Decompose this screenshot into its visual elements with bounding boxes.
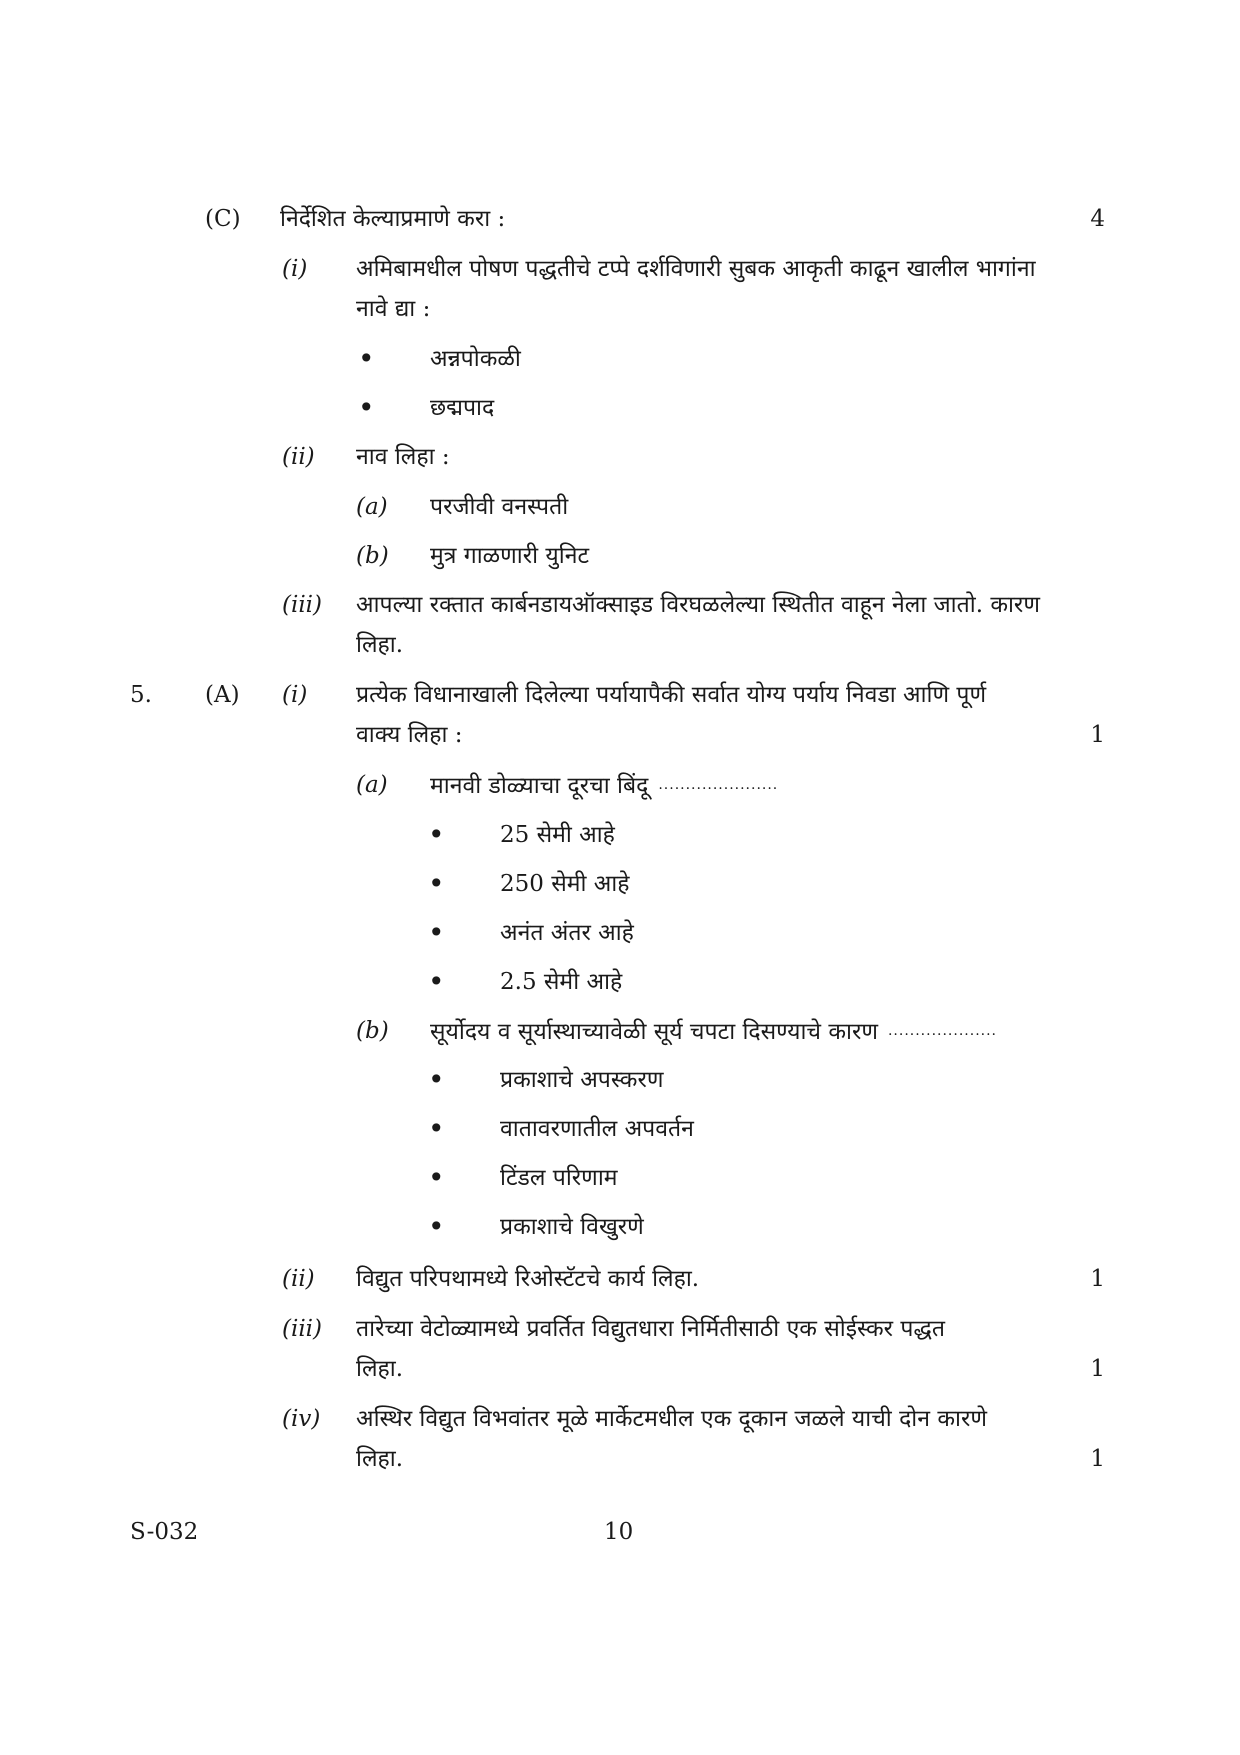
paper-code: S-032 bbox=[130, 1519, 199, 1545]
c-ii-text: नाव लिहा : bbox=[356, 444, 450, 470]
q5-i-a-stem bbox=[430, 770, 778, 801]
page-number: 10 bbox=[604, 1519, 634, 1545]
q5-i-a-text: मानवी डोळ्याचा दूरचा बिंदू bbox=[430, 773, 649, 799]
c-ii-a-label: (a) bbox=[356, 494, 388, 520]
q5-i-b-option-1: प्रकाशाचे अपस्करण bbox=[500, 1067, 664, 1093]
section-c-label: (C) bbox=[205, 206, 241, 232]
c-ii-a-text: परजीवी वनस्पती bbox=[430, 494, 569, 520]
q5-i-label: (i) bbox=[282, 682, 308, 708]
q5-iii-marks: 1 bbox=[1090, 1356, 1105, 1382]
q5-i-b-stem bbox=[430, 1016, 997, 1047]
q5-i-b-text: सूर्योदय व सूर्यास्थाच्यावेळी सूर्य चपटा दिसण्याचे कारण bbox=[430, 1019, 878, 1045]
c-iii-label: (iii) bbox=[282, 592, 323, 618]
bullet: • bbox=[428, 1112, 445, 1145]
bullet: • bbox=[428, 1210, 445, 1243]
bullet: • bbox=[428, 867, 445, 900]
q5-number: 5. bbox=[130, 682, 152, 708]
q5-iv-label: (iv) bbox=[282, 1406, 321, 1432]
q5-i-text-line2: वाक्य लिहा : bbox=[356, 722, 463, 748]
blank-dots: ...................... bbox=[658, 777, 779, 793]
q5-i-b-option-4: प्रकाशाचे विखुरणे bbox=[500, 1214, 644, 1240]
q5-i-b-option-3: टिंडल परिणाम bbox=[500, 1165, 618, 1191]
section-c-instruction: निर्देशित केल्याप्रमाणे करा : bbox=[280, 206, 506, 232]
q5-a-label: (A) bbox=[205, 682, 240, 708]
q5-iv-text-line2: लिहा. bbox=[356, 1446, 404, 1472]
bullet: • bbox=[428, 916, 445, 949]
q5-i-text-line1: प्रत्येक विधानाखाली दिलेल्या पर्यायापैकी सर्वात योग्य पर्याय निवडा आणि पूर्ण bbox=[356, 682, 987, 708]
c-i-label: (i) bbox=[282, 256, 308, 282]
c-ii-b-text: मुत्र गाळणारी युनिट bbox=[430, 543, 590, 569]
c-iii-text-line2: लिहा. bbox=[356, 632, 404, 658]
bullet: • bbox=[358, 342, 375, 375]
q5-i-a-option-1: 25 सेमी आहे bbox=[500, 822, 615, 848]
bullet: • bbox=[428, 818, 445, 851]
q5-i-a-option-2: 250 सेमी आहे bbox=[500, 871, 630, 897]
q5-i-a-option-3: अनंत अंतर आहे bbox=[500, 920, 634, 946]
c-i-text-line1: अमिबामधील पोषण पद्धतीचे टप्पे दर्शविणारी सुबक आकृती काढून खालील भागांना bbox=[356, 256, 1036, 282]
c-ii-b-label: (b) bbox=[356, 543, 389, 569]
q5-iii-text-line1: तारेच्या वेटोळ्यामध्ये प्रवर्तित विद्युतधारा निर्मितीसाठी एक सोईस्कर पद्धत bbox=[356, 1316, 945, 1342]
q5-ii-text: विद्युत परिपथामध्ये रिओस्टॅटचे कार्य लिहा. bbox=[356, 1266, 700, 1292]
bullet: • bbox=[428, 965, 445, 998]
bullet: • bbox=[428, 1063, 445, 1096]
q5-iii-text-line2: लिहा. bbox=[356, 1356, 404, 1382]
c-i-text-line2: नावे द्या : bbox=[356, 296, 431, 322]
c-i-bullet-1: अन्नपोकळी bbox=[430, 346, 521, 372]
c-ii-label: (ii) bbox=[282, 444, 315, 470]
bullet: • bbox=[428, 1161, 445, 1194]
q5-ii-label: (ii) bbox=[282, 1266, 315, 1292]
section-c-marks: 4 bbox=[1090, 206, 1105, 232]
q5-ii-marks: 1 bbox=[1090, 1266, 1105, 1292]
q5-iv-text-line1: अस्थिर विद्युत विभवांतर मूळे मार्केटमधील एक दूकान जळले याची दोन कारणे bbox=[356, 1406, 987, 1432]
q5-i-marks: 1 bbox=[1090, 722, 1105, 748]
q5-iv-marks: 1 bbox=[1090, 1446, 1105, 1472]
c-i-bullet-2: छद्मपाद bbox=[430, 395, 495, 421]
q5-i-a-label: (a) bbox=[356, 772, 388, 798]
blank-dots: .................... bbox=[887, 1023, 997, 1039]
q5-i-b-label: (b) bbox=[356, 1018, 389, 1044]
bullet: • bbox=[358, 391, 375, 424]
q5-i-b-option-2: वातावरणातील अपवर्तन bbox=[500, 1116, 694, 1142]
q5-i-a-option-4: 2.5 सेमी आहे bbox=[500, 969, 623, 995]
q5-iii-label: (iii) bbox=[282, 1316, 323, 1342]
c-iii-text-line1: आपल्या रक्तात कार्बनडायऑक्साइड विरघळलेल्या स्थितीत वाहून नेला जातो. कारण bbox=[356, 592, 1040, 618]
